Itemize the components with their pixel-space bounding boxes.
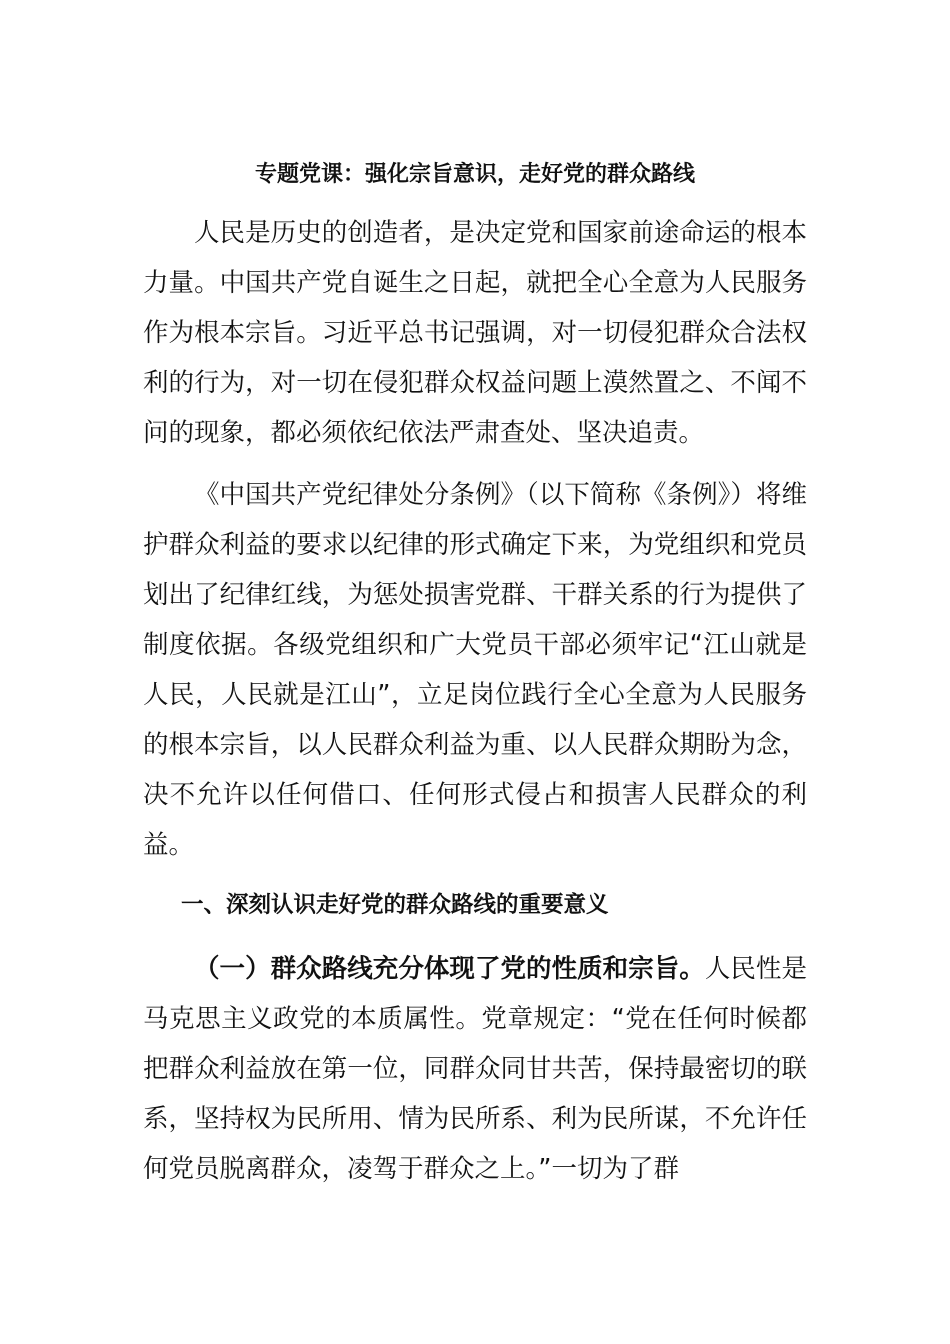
paragraph-1: 人民是历史的创造者，是决定党和国家前途命运的根本力量。中国共产党自诞生之日起，就把全心全意为人民服务作为根本宗旨。习近平总书记强调，对一切侵犯群众合法权利的行为，对一切在侵犯群众权益问题上漠然置之、不闻不问的现象，都必须依纪依法严肃查处、坚决追责。 (143, 218, 807, 448)
document-title: 专题党课：强化宗旨意识，走好党的群众路线 (254, 162, 695, 187)
document-body (143, 152, 807, 1206)
subsection-body: 人民性是马克思主义政党的本质属性。党章规定：“党在任何时候都把群众利益放在第一位，同群众同甘共苦，保持最密切的联系，坚持权为民所用、情为民所系、利为民所谋，不允许任何党员脱离群众，凌驾于群众之上。”一切为了群 (143, 954, 807, 1184)
subsection-lead: （一）群众路线充分体现了党的性质和宗旨。 (194, 954, 705, 984)
section-heading-1: 一、深刻认识走好党的群众路线的重要意义 (181, 892, 609, 918)
paragraph-2: 《中国共产党纪律处分条例》（以下简称《条例》）将维护群众利益的要求以纪律的形式确定下来，为党组织和党员划出了纪律红线，为惩处损害党群、干群关系的行为提供了制度依据。各级党组织和广大党员干部必须牢记“江山就是人民，人民就是江山”，立足岗位践行全心全意为人民服务的根本宗旨，以人民群众利益为重、以人民群众期盼为念，决不允许以任何借口、任何形式侵占和损害人民群众的利益。 (143, 480, 807, 860)
subsection-paragraph-1 (143, 944, 807, 1194)
